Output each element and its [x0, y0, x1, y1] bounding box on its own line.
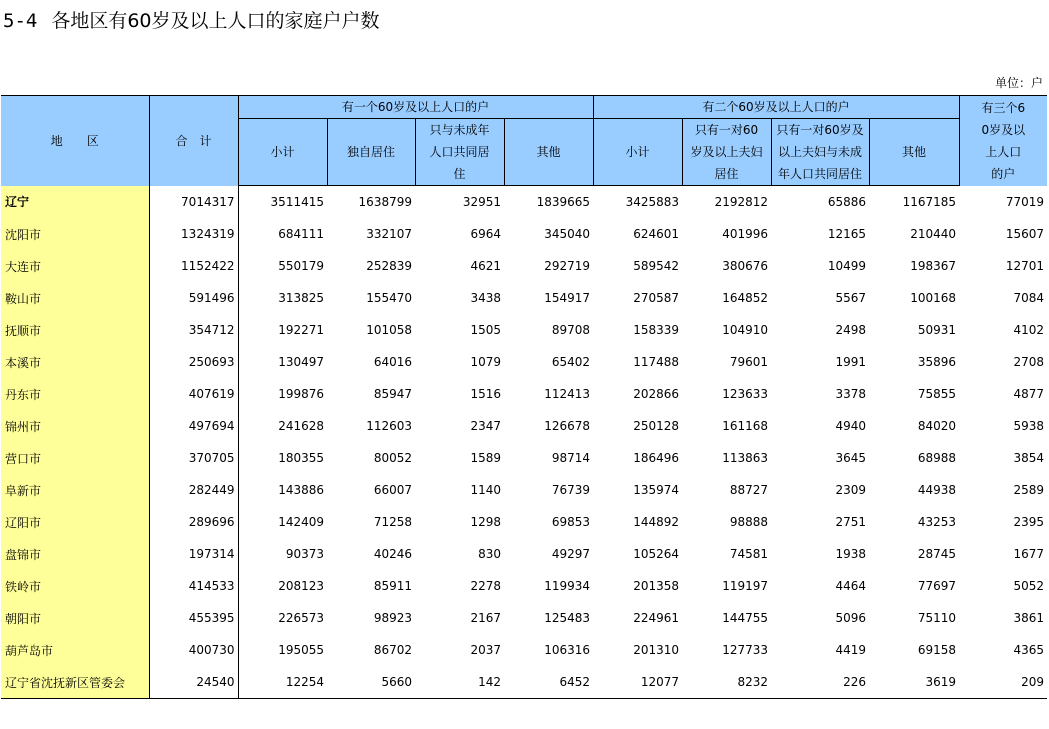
region-cell: 抚顺市 — [1, 314, 149, 346]
region-cell: 营口市 — [1, 442, 149, 474]
value-cell: 400730 — [149, 634, 238, 666]
value-cell: 198367 — [910, 259, 957, 273]
value-cell: 144892 — [633, 515, 680, 529]
value-cell: 105264 — [633, 547, 680, 561]
table-row — [1, 218, 1047, 250]
header-group-one: 有一个60岁及以上人口的户 — [238, 96, 593, 119]
header-g1-alone: 独自居住 — [327, 119, 415, 186]
region-cell: 锦州市 — [1, 410, 149, 442]
value-cell: 86702 — [373, 643, 412, 657]
value-cell: 6452 — [504, 666, 593, 699]
value-cell: 65886 — [827, 195, 867, 209]
value-cell: 143886 — [278, 483, 324, 497]
value-cell: 380676 — [722, 259, 769, 273]
table-number: 5-4 — [3, 10, 38, 32]
value-cell: 3854 — [1013, 451, 1045, 465]
value-cell: 250693 — [149, 346, 238, 378]
table-row — [1, 250, 1047, 282]
value-cell: 5052 — [1013, 579, 1045, 593]
value-cell: 43253 — [917, 515, 957, 529]
value-cell: 71258 — [373, 515, 412, 529]
value-cell: 135974 — [633, 483, 680, 497]
value-cell: 77697 — [917, 579, 957, 593]
value-cell: 164852 — [722, 291, 769, 305]
value-cell: 74581 — [729, 547, 769, 561]
value-cell: 119934 — [544, 579, 591, 593]
value-cell: 1991 — [835, 355, 867, 369]
value-cell: 201310 — [633, 643, 680, 657]
value-cell: 69158 — [917, 643, 957, 657]
value-cell: 10499 — [827, 259, 867, 273]
value-cell: 497694 — [149, 410, 238, 442]
value-cell: 4464 — [835, 579, 867, 593]
value-cell: 3438 — [470, 291, 501, 305]
page-title — [3, 6, 380, 33]
value-cell: 2751 — [835, 515, 867, 529]
value-cell: 224961 — [633, 611, 680, 625]
region-cell: 鞍山市 — [1, 282, 149, 314]
value-cell: 2395 — [1013, 515, 1045, 529]
value-cell: 8232 — [682, 666, 771, 699]
value-cell: 550179 — [278, 259, 324, 273]
value-cell: 76739 — [551, 483, 591, 497]
value-cell: 28745 — [917, 547, 957, 561]
value-cell: 49297 — [551, 547, 591, 561]
value-cell: 313825 — [278, 291, 324, 305]
value-cell: 100168 — [910, 291, 957, 305]
table-row — [1, 442, 1047, 474]
value-cell: 3511415 — [270, 195, 324, 209]
header-g1-other: 其他 — [504, 119, 593, 186]
value-cell: 2708 — [1013, 355, 1045, 369]
region-cell: 葫芦岛市 — [1, 634, 149, 666]
table-title: 各地区有60岁及以上人口的家庭户户数 — [51, 10, 380, 32]
value-cell: 5567 — [835, 291, 867, 305]
region-cell: 盘锦市 — [1, 538, 149, 570]
value-cell: 4877 — [1013, 387, 1045, 401]
table-row — [1, 634, 1047, 666]
value-cell: 24540 — [149, 666, 238, 699]
value-cell: 44938 — [917, 483, 957, 497]
value-cell: 7014317 — [149, 186, 238, 219]
header-g2-subtotal: 小计 — [593, 119, 682, 186]
table-row — [1, 506, 1047, 538]
value-cell: 591496 — [149, 282, 238, 314]
header-g2-couple-minor: 只有一对60岁及以上夫妇与未成年人口共同居住 — [771, 119, 869, 186]
value-cell: 270587 — [633, 291, 680, 305]
table-row — [1, 602, 1047, 634]
value-cell: 197314 — [149, 538, 238, 570]
value-cell: 5938 — [1013, 419, 1045, 433]
value-cell: 1638799 — [358, 195, 412, 209]
table-row — [1, 346, 1047, 378]
value-cell: 684111 — [278, 227, 324, 241]
value-cell: 4102 — [1013, 323, 1045, 337]
region-cell: 阜新市 — [1, 474, 149, 506]
value-cell: 195055 — [278, 643, 324, 657]
value-cell: 84020 — [917, 419, 957, 433]
value-cell: 75855 — [917, 387, 957, 401]
value-cell: 241628 — [278, 419, 324, 433]
value-cell: 68988 — [917, 451, 957, 465]
value-cell: 407619 — [149, 378, 238, 410]
value-cell: 88727 — [729, 483, 769, 497]
value-cell: 1324319 — [149, 218, 238, 250]
value-cell: 7084 — [1013, 291, 1045, 305]
header-g2-other: 其他 — [869, 119, 959, 186]
value-cell: 161168 — [722, 419, 769, 433]
value-cell: 202866 — [633, 387, 680, 401]
region-cell: 沈阳市 — [1, 218, 149, 250]
value-cell: 6964 — [470, 227, 501, 241]
value-cell: 126678 — [544, 419, 591, 433]
value-cell: 199876 — [278, 387, 324, 401]
value-cell: 1140 — [470, 483, 501, 497]
value-cell: 85947 — [373, 387, 412, 401]
value-cell: 158339 — [633, 323, 680, 337]
value-cell: 142 — [415, 666, 504, 699]
value-cell: 2278 — [470, 579, 501, 593]
value-cell: 40246 — [373, 547, 412, 561]
value-cell: 12165 — [827, 227, 867, 241]
value-cell: 210440 — [910, 227, 957, 241]
value-cell: 4419 — [835, 643, 867, 657]
header-group-three: 有三个60岁及以上人口的户 — [959, 96, 1047, 186]
value-cell: 2037 — [470, 643, 501, 657]
value-cell: 4621 — [470, 259, 501, 273]
value-cell: 2589 — [1013, 483, 1045, 497]
value-cell: 1298 — [470, 515, 501, 529]
table-row — [1, 378, 1047, 410]
value-cell: 3861 — [1013, 611, 1045, 625]
value-cell: 354712 — [149, 314, 238, 346]
value-cell: 112603 — [366, 419, 412, 433]
value-cell: 180355 — [278, 451, 324, 465]
value-cell: 3378 — [835, 387, 867, 401]
value-cell: 201358 — [633, 579, 680, 593]
value-cell: 1516 — [470, 387, 501, 401]
value-cell: 4365 — [1013, 643, 1045, 657]
value-cell: 401996 — [722, 227, 769, 241]
value-cell: 15607 — [1005, 227, 1045, 241]
value-cell: 75110 — [917, 611, 957, 625]
value-cell: 113863 — [722, 451, 769, 465]
value-cell: 98714 — [551, 451, 591, 465]
region-cell: 辽阳市 — [1, 506, 149, 538]
value-cell: 252839 — [366, 259, 412, 273]
table-row — [1, 474, 1047, 506]
value-cell: 414533 — [149, 570, 238, 602]
region-cell: 本溪市 — [1, 346, 149, 378]
table-row — [1, 186, 1047, 219]
value-cell: 589542 — [633, 259, 680, 273]
value-cell: 208123 — [278, 579, 324, 593]
value-cell: 186496 — [633, 451, 680, 465]
value-cell: 79601 — [729, 355, 769, 369]
value-cell: 345040 — [544, 227, 591, 241]
value-cell: 1938 — [835, 547, 867, 561]
value-cell: 2498 — [835, 323, 867, 337]
value-cell: 1839665 — [536, 195, 591, 209]
value-cell: 69853 — [551, 515, 591, 529]
value-cell: 455395 — [149, 602, 238, 634]
value-cell: 2192812 — [714, 195, 769, 209]
value-cell: 12254 — [238, 666, 327, 699]
value-cell: 2309 — [835, 483, 867, 497]
value-cell: 209 — [959, 666, 1047, 699]
value-cell: 250128 — [633, 419, 680, 433]
value-cell: 5660 — [327, 666, 415, 699]
header-g1-subtotal: 小计 — [238, 119, 327, 186]
value-cell: 5096 — [835, 611, 867, 625]
value-cell: 1589 — [470, 451, 501, 465]
region-cell: 铁岭市 — [1, 570, 149, 602]
value-cell: 226573 — [278, 611, 324, 625]
value-cell: 2347 — [470, 419, 501, 433]
value-cell: 104910 — [722, 323, 769, 337]
value-cell: 1505 — [470, 323, 501, 337]
value-cell: 1677 — [1013, 547, 1045, 561]
value-cell: 64016 — [373, 355, 412, 369]
value-cell: 3645 — [835, 451, 867, 465]
value-cell: 155470 — [366, 291, 412, 305]
value-cell: 66007 — [373, 483, 412, 497]
value-cell: 830 — [478, 547, 501, 561]
table-row — [1, 570, 1047, 602]
value-cell: 3425883 — [625, 195, 680, 209]
header-g1-with-minor: 只与未成年人口共同居住 — [415, 119, 504, 186]
value-cell: 226 — [771, 666, 869, 699]
value-cell: 144755 — [722, 611, 769, 625]
value-cell: 3619 — [869, 666, 959, 699]
value-cell: 624601 — [633, 227, 680, 241]
value-cell: 4940 — [835, 419, 867, 433]
value-cell: 32951 — [462, 195, 501, 209]
table-row — [1, 538, 1047, 570]
value-cell: 106316 — [544, 643, 591, 657]
value-cell: 154917 — [544, 291, 591, 305]
value-cell: 123633 — [722, 387, 769, 401]
value-cell: 12701 — [1005, 259, 1045, 273]
value-cell: 1079 — [470, 355, 501, 369]
value-cell: 332107 — [366, 227, 412, 241]
value-cell: 85911 — [373, 579, 412, 593]
value-cell: 127733 — [722, 643, 769, 657]
value-cell: 117488 — [633, 355, 680, 369]
header-region: 地 区 — [1, 96, 149, 186]
value-cell: 112413 — [544, 387, 591, 401]
value-cell: 80052 — [373, 451, 412, 465]
value-cell: 101058 — [366, 323, 412, 337]
value-cell: 35896 — [917, 355, 957, 369]
value-cell: 89708 — [551, 323, 591, 337]
value-cell: 1167185 — [902, 195, 957, 209]
region-cell: 丹东市 — [1, 378, 149, 410]
value-cell: 65402 — [551, 355, 591, 369]
table-row — [1, 282, 1047, 314]
region-cell: 大连市 — [1, 250, 149, 282]
table-row — [1, 410, 1047, 442]
value-cell: 77019 — [1005, 194, 1045, 209]
value-cell: 192271 — [278, 323, 324, 337]
value-cell: 98888 — [729, 515, 769, 529]
region-cell: 辽宁省沈抚新区管委会 — [1, 666, 149, 699]
unit-label: 单位：户 — [994, 76, 1043, 90]
header-group-two: 有二个60岁及以上人口的户 — [593, 96, 959, 119]
value-cell: 2167 — [470, 611, 501, 625]
data-table — [1, 95, 1047, 699]
table-row — [1, 314, 1047, 346]
header-g2-couple: 只有一对60岁及以上夫妇居住 — [682, 119, 771, 186]
value-cell: 50931 — [917, 323, 957, 337]
region-cell: 辽宁 — [1, 186, 149, 219]
value-cell: 119197 — [722, 579, 769, 593]
value-cell: 282449 — [149, 474, 238, 506]
value-cell: 125483 — [544, 611, 591, 625]
value-cell: 142409 — [278, 515, 324, 529]
header-total: 合 计 — [149, 96, 238, 186]
value-cell: 90373 — [285, 547, 324, 561]
region-cell: 朝阳市 — [1, 602, 149, 634]
value-cell: 1152422 — [149, 250, 238, 282]
value-cell: 289696 — [149, 506, 238, 538]
table-row — [1, 666, 1047, 699]
value-cell: 12077 — [593, 666, 682, 699]
value-cell: 130497 — [278, 355, 324, 369]
value-cell: 292719 — [544, 259, 591, 273]
value-cell: 370705 — [149, 442, 238, 474]
value-cell: 98923 — [373, 611, 412, 625]
